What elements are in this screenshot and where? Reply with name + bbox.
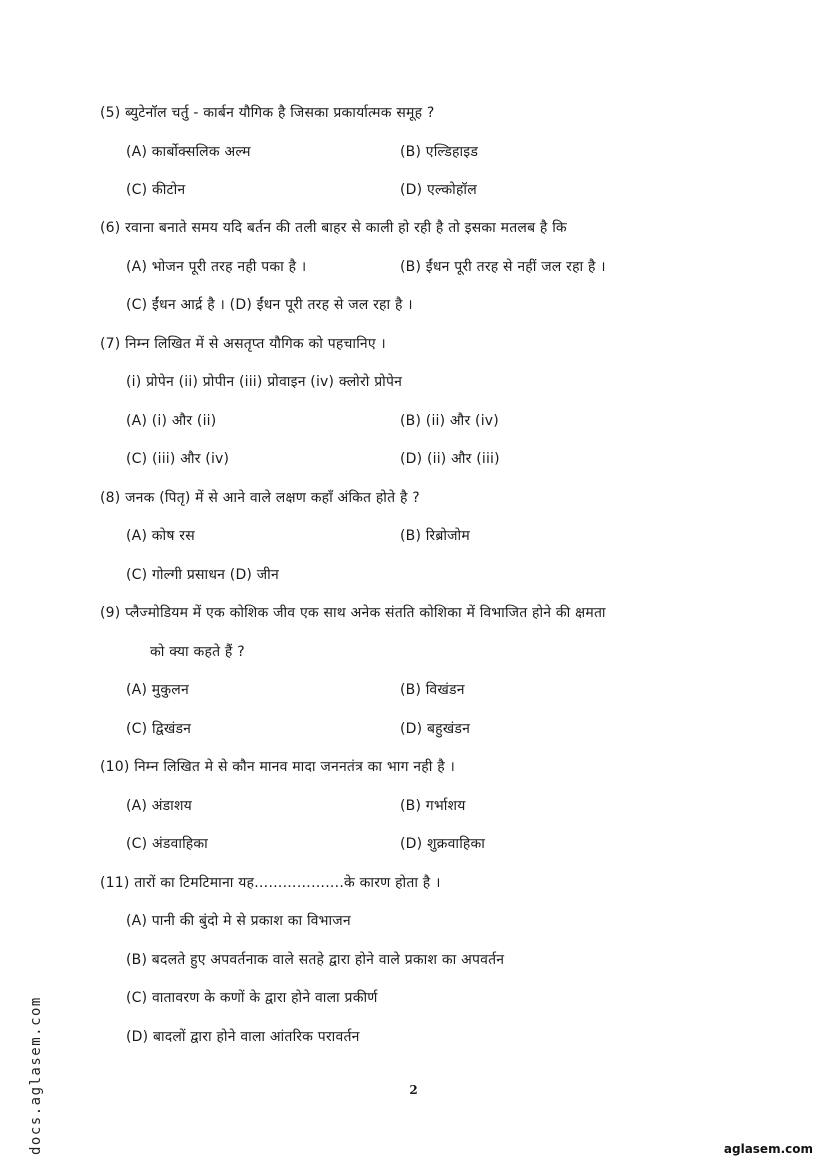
question-6-option-cd: (C) ईंधन आर्द्र है । (D) ईंधन पूरी तरह से जल रहा है । bbox=[126, 297, 413, 313]
question-8-option-cd: (C) गोल्गी प्रसाधन (D) जीन bbox=[126, 567, 279, 583]
question-10-option-d: (D) शुक्रवाहिका bbox=[400, 836, 486, 852]
question-9-option-d: (D) बहुखंडन bbox=[400, 721, 471, 737]
footer-site-link[interactable]: aglasem.com bbox=[723, 1142, 813, 1156]
question-6-option-a: (A) भोजन पूरी तरह नही पका है । bbox=[126, 259, 307, 275]
question-7-compounds: (i) प्रोपेन (ii) प्रोपीन (iii) प्रोवाइन (iv) क्लोरो प्रोपेन bbox=[126, 374, 403, 390]
question-9-continuation: को क्या कहते हैं ? bbox=[150, 644, 245, 660]
question-5-option-c: (C) कीटोन bbox=[126, 182, 186, 198]
question-10-option-b: (B) गर्भाशय bbox=[400, 798, 466, 814]
question-8-option-a: (A) कोष रस bbox=[126, 528, 195, 544]
question-11-option-d: (D) बादलों द्वारा होने वाला आंतरिक परावर्तन bbox=[126, 1029, 360, 1045]
question-7-option-d: (D) (ii) और (iii) bbox=[400, 451, 500, 467]
question-11-option-b: (B) बदलते हुए अपवर्तनाक वाले सतहे द्वारा होने वाले प्रकाश का अपवर्तन bbox=[126, 952, 505, 968]
side-watermark: docs.aglasem.com bbox=[28, 996, 44, 1155]
question-9-option-b: (B) विखंडन bbox=[400, 682, 465, 698]
question-6-option-b: (B) ईंधन पूरी तरह से नहीं जल रहा है । bbox=[400, 259, 606, 275]
question-8-text: (8) जनक (पितृ) में से आने वाले लक्षण कहाँ अंकित होते है ? bbox=[100, 490, 420, 506]
question-11-text: (11) तारों का टिमटिमाना यह……………….के कारण होता है । bbox=[100, 875, 441, 891]
page-number: 2 bbox=[409, 1083, 418, 1097]
question-5-option-d: (D) एल्कोहॉल bbox=[400, 182, 477, 198]
question-10-option-a: (A) अंडाशय bbox=[126, 798, 193, 814]
question-11-option-a: (A) पानी की बुंदो मे से प्रकाश का विभाजन bbox=[126, 913, 351, 929]
question-7-option-c: (C) (iii) और (iv) bbox=[126, 451, 230, 467]
question-9-option-c: (C) द्विखंडन bbox=[126, 721, 192, 737]
question-5-option-a: (A) कार्बोक्सलिक अल्म bbox=[126, 144, 251, 160]
question-7-option-b: (B) (ii) और (iv) bbox=[400, 413, 499, 429]
question-8-option-b: (B) रिब्रोजोम bbox=[400, 528, 470, 544]
question-5-option-b: (B) एल्डिहाइड bbox=[400, 144, 479, 160]
question-11-option-c: (C) वातावरण के कणों के द्वारा होने वाला प्रकीर्ण bbox=[126, 990, 378, 1006]
question-6-text: (6) रवाना बनाते समय यदि बर्तन की तली बाहर से काली हो रही है तो इसका मतलब है कि bbox=[100, 220, 567, 236]
question-10-text: (10) निम्न लिखित मे से कौन मानव मादा जननतंत्र का भाग नही है । bbox=[100, 759, 455, 775]
question-5-text: (5) ब्युटेनॉल चर्तु - कार्बन यौगिक है जिसका प्रकार्यात्मक समूह ? bbox=[100, 105, 435, 121]
question-9-option-a: (A) मुकुलन bbox=[126, 682, 189, 698]
question-7-text: (7) निम्न लिखित में से असतृप्त यौगिक को पहचानिए । bbox=[100, 336, 386, 352]
question-7-option-a: (A) (i) और (ii) bbox=[126, 413, 217, 429]
question-9-text: (9) प्लैज्मोडियम में एक कोशिक जीव एक साथ अनेक संतति कोशिका में विभाजित होने की क्षमता bbox=[100, 605, 606, 621]
question-10-option-c: (C) अंडवाहिका bbox=[126, 836, 208, 852]
